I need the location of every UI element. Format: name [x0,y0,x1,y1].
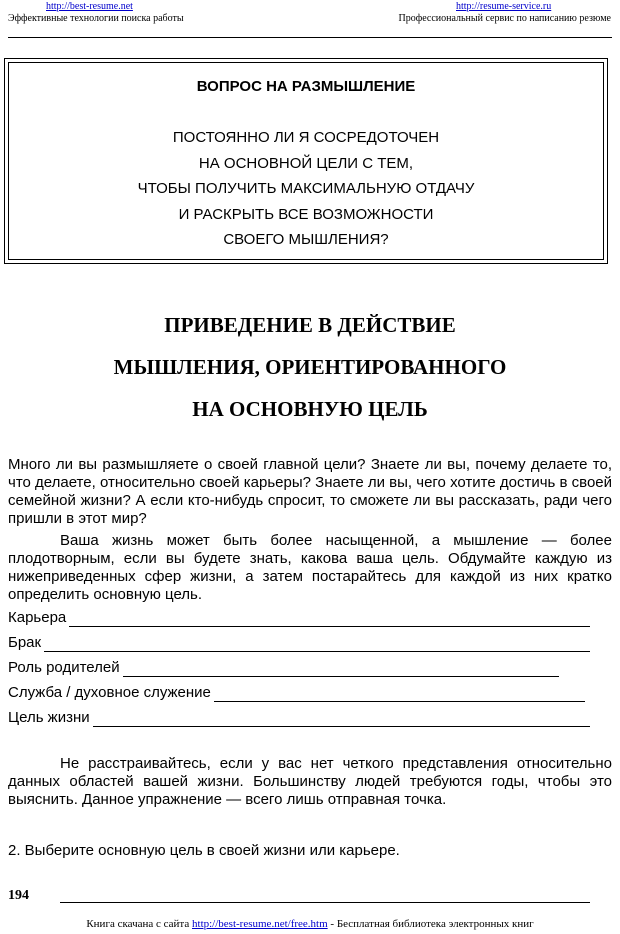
field-blank-line [93,711,590,727]
field-life-goal [8,707,590,727]
question-line: И РАСКРЫТЬ ВСЕ ВОЗМОЖНОСТИ [178,205,434,223]
body-paragraph-2: Ваша жизнь может быть более насыщенной, а мышление — более плодотворным, если вы будете знать, какова ваша цель. Обдумайте каждую из нижеприведенных сфер жизни, а затем постарайтесь для каждой из них кратко определить основную цель. [8,532,612,603]
header-right-text: Профессиональный сервис по написанию резюме [398,13,611,24]
body-paragraph-3: Не расстраивайтесь, если у вас нет четкого представления относительно данных областей вашей жизни. Большинству людей требуются годы, чтобы это выяснить. Данное упражнение — всего лишь отправная точка. [8,755,612,808]
body-paragraph-4: 2. Выберите основную цель в своей жизни или карьере. [8,842,400,859]
footer-prefix: Книга скачана с сайта [86,918,193,930]
field-blank-line [44,636,590,652]
field-marriage [8,632,590,652]
body-paragraph-1: Много ли вы размышляете о своей главной цели? Знаете ли вы, почему делаете то, что делаете, относительно своей карьеры? Знаете ли вы, чего хотите достичь в своей семейной жизни? А если кто-нибудь спросит, то сможете ли вы рассказать, ради чего пришли в этот мир? [8,456,613,527]
question-box-title: ВОПРОС НА РАЗМЫШЛЕНИЕ [196,78,416,95]
section-heading-line-1: ПРИВЕДЕНИЕ В ДЕЙСТВИЕ [164,313,456,337]
question-line: СВОЕГО МЫШЛЕНИЯ? [223,231,389,248]
header-divider [8,37,612,38]
field-label: Цель жизни [8,709,90,726]
question-line: ПОСТОЯННО ЛИ Я СОСРЕДОТОЧЕН [172,129,440,146]
question-box [4,58,608,264]
field-service [8,682,585,702]
question-line: НА ОСНОВНОЙ ЦЕЛИ С ТЕМ, [198,154,414,172]
field-blank-line [123,661,559,677]
field-label: Роль родителей [8,659,120,676]
footer-suffix: - Бесплатная библиотека электронных книг [327,918,534,930]
section-heading-line-3: НА ОСНОВНУЮ ЦЕЛЬ [192,397,428,421]
header-right-link[interactable]: http://resume-service.ru [456,1,552,12]
field-label: Карьера [8,609,67,626]
field-label: Служба / духовное служение [8,684,211,701]
question-line: ЧТОБЫ ПОЛУЧИТЬ МАКСИМАЛЬНУЮ ОТДАЧУ [137,180,475,197]
section-heading-line-2: МЫШЛЕНИЯ, ОРИЕНТИРОВАННОГО [113,355,507,379]
field-blank-line [214,686,585,702]
page-number: 194 [8,888,29,903]
field-blank-line [69,611,590,627]
field-label: Брак [8,634,42,651]
field-parent-role [8,657,559,677]
footer-divider [60,902,590,903]
footer-link[interactable]: http://best-resume.net/free.htm [192,918,328,930]
header-left-text: Эффективные технологии поиска работы [8,13,184,24]
footer-text [0,918,620,930]
question-box-inner-border [8,62,604,260]
question-box-text [9,125,603,253]
header-left-link[interactable]: http://best-resume.net [46,1,133,12]
field-career [8,607,590,627]
